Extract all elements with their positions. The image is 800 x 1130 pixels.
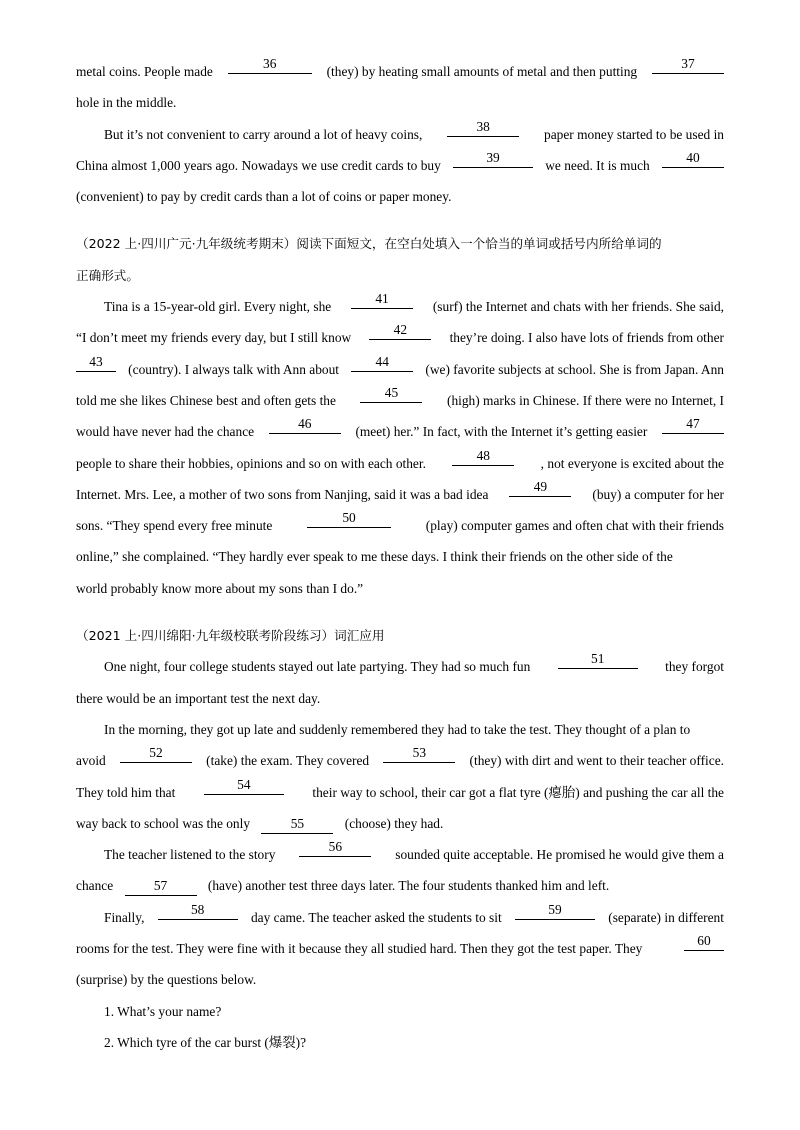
text-segment: (high) marks in Chinese. If there were no Internet, I <box>446 392 724 408</box>
blank-38[interactable]: 38 <box>447 119 519 137</box>
text-line <box>76 150 724 181</box>
blank-49[interactable]: 49 <box>509 479 571 497</box>
text-segment: (separate) in different <box>608 909 724 925</box>
blank-47[interactable]: 47 <box>662 416 724 434</box>
text-segment: metal coins. People made <box>76 64 213 79</box>
text-segment: way back to school was the only <box>76 815 251 831</box>
blank-57[interactable]: 57 <box>125 878 197 896</box>
section-header: （2021 上·四川绵阳·九年级校联考阶段练习）词汇应用 <box>76 628 385 644</box>
blank-43[interactable]: 43 <box>76 354 116 372</box>
text-segment: they’re doing. I also have lots of friends from other <box>449 330 724 346</box>
section-header: 正确形式。 <box>76 267 139 283</box>
text-segment: (have) another test three days later. The four students thanked him and left. <box>207 878 610 894</box>
text-line <box>76 385 724 416</box>
text-segment: But it’s not convenient to carry around a lot of heavy coins, <box>104 126 423 142</box>
text-line <box>76 416 724 447</box>
text-line <box>76 291 724 322</box>
text-segment: One night, four college students stayed out late partying. They had so much fun <box>104 659 531 675</box>
text-line <box>76 119 724 150</box>
text-segment: (buy) a computer for her <box>592 486 724 502</box>
blank-42[interactable]: 42 <box>369 322 431 340</box>
text-line <box>76 181 724 212</box>
text-segment: (take) the exam. They covered <box>206 753 370 769</box>
text-line <box>76 902 724 933</box>
blank-36[interactable]: 36 <box>228 56 312 74</box>
question-text: 2. Which tyre of the car burst (爆裂)? <box>104 1034 307 1050</box>
text-line <box>76 808 724 839</box>
text-segment: (meet) her.” In fact, with the Internet it’s getting easier <box>355 424 648 440</box>
text-line <box>76 683 724 714</box>
text-line <box>76 56 724 87</box>
blank-55[interactable]: 55 <box>261 816 333 834</box>
blank-40[interactable]: 40 <box>662 150 724 168</box>
text-line <box>76 322 724 353</box>
text-segment: (they) with dirt and went to their teacher office. <box>469 753 724 769</box>
text-segment: hole in the middle. <box>76 95 177 111</box>
section-header: （2022 上·四川广元·九年级统考期末）阅读下面短文，在空白处填入一个恰当的单词或括号内所给单词的 <box>76 236 662 252</box>
text-segment: China almost 1,000 years ago. Nowadays we use credit cards to buy <box>76 157 441 173</box>
text-line <box>76 777 724 808</box>
text-segment: paper money started to be used in <box>544 126 724 142</box>
text-segment: they forgot <box>665 659 724 675</box>
blank-52[interactable]: 52 <box>120 745 192 763</box>
text-line <box>76 541 724 572</box>
text-segment: (choose) they had. <box>344 815 444 831</box>
blank-39[interactable]: 39 <box>453 150 533 168</box>
text-segment: there would be an important test the next day. <box>76 690 321 706</box>
text-segment: (play) computer games and often chat with their friends <box>425 518 724 534</box>
text-segment: (we) favorite subjects at school. She is from Japan. Ann <box>425 361 724 377</box>
text-line <box>76 964 724 995</box>
blank-56[interactable]: 56 <box>299 839 371 857</box>
text-segment: In the morning, they got up late and suddenly remembered they had to take the test. They thought of a plan to <box>104 721 691 737</box>
question-item <box>76 996 724 1027</box>
blank-45[interactable]: 45 <box>360 385 422 403</box>
text-line <box>76 573 724 604</box>
text-segment: (convenient) to pay by credit cards than a lot of coins or paper money. <box>76 189 452 205</box>
text-segment: (they) by heating small amounts of metal and then putting <box>326 64 638 79</box>
text-segment: They told him that <box>76 784 176 800</box>
text-segment: would have never had the chance <box>76 424 255 440</box>
text-segment: “I don’t meet my friends every day, but I still know <box>76 330 352 346</box>
text-line <box>76 448 724 479</box>
text-segment: The teacher listened to the story <box>104 847 276 863</box>
question-item <box>76 1027 724 1058</box>
text-segment: chance <box>76 878 114 894</box>
text-segment: their way to school, their car got a flat tyre (瘪胎) and pushing the car all the <box>312 784 724 800</box>
text-segment: told me she likes Chinese best and often gets the <box>76 392 336 408</box>
text-line <box>76 714 724 745</box>
blank-51[interactable]: 51 <box>558 651 638 669</box>
text-line <box>76 839 724 870</box>
text-segment: (surf) the Internet and chats with her friends. She said, <box>432 299 724 315</box>
text-line <box>76 87 724 118</box>
text-segment: we need. It is much <box>545 157 650 173</box>
text-segment: (country). I always talk with Ann about <box>128 361 340 377</box>
document-page <box>76 56 724 1058</box>
text-segment: (surprise) by the questions below. <box>76 972 257 988</box>
blank-50[interactable]: 50 <box>307 510 391 528</box>
text-line <box>76 354 724 385</box>
text-line <box>76 745 724 776</box>
text-segment: sounded quite acceptable. He promised he would give them a <box>395 847 724 863</box>
text-line <box>76 870 724 901</box>
text-line <box>76 510 724 541</box>
blank-59[interactable]: 59 <box>515 902 595 920</box>
text-segment: Finally, <box>104 909 145 925</box>
text-segment: avoid <box>76 753 106 769</box>
text-segment: sons. “They spend every free minute <box>76 518 273 534</box>
text-segment: world probably know more about my sons than I do.” <box>76 580 364 596</box>
blank-53[interactable]: 53 <box>383 745 455 763</box>
blank-58[interactable]: 58 <box>158 902 238 920</box>
blank-60[interactable]: 60 <box>684 933 724 951</box>
question-text: 1. What’s your name? <box>104 1003 222 1019</box>
text-segment: Tina is a 15-year-old girl. Every night, she <box>104 299 332 315</box>
text-segment: rooms for the test. They were fine with it because they all studied hard. Then they got the test paper. They <box>76 941 643 957</box>
text-segment: day came. The teacher asked the students to sit <box>250 909 502 925</box>
text-line <box>76 933 724 964</box>
text-segment: , not everyone is excited about the <box>540 455 724 471</box>
blank-37[interactable]: 37 <box>652 56 724 74</box>
text-segment: online,” she complained. “They hardly ever speak to me these days. I think their friends on the other side of the <box>76 549 673 565</box>
text-segment: Internet. Mrs. Lee, a mother of two sons from Nanjing, said it was a bad idea <box>76 486 489 502</box>
text-segment: people to share their hobbies, opinions and so on with each other. <box>76 455 426 471</box>
text-line <box>76 651 724 682</box>
blank-44[interactable]: 44 <box>351 354 413 372</box>
text-line <box>76 479 724 510</box>
blank-46[interactable]: 46 <box>269 416 341 434</box>
blank-48[interactable]: 48 <box>452 448 514 466</box>
blank-54[interactable]: 54 <box>204 777 284 795</box>
blank-41[interactable]: 41 <box>351 291 413 309</box>
